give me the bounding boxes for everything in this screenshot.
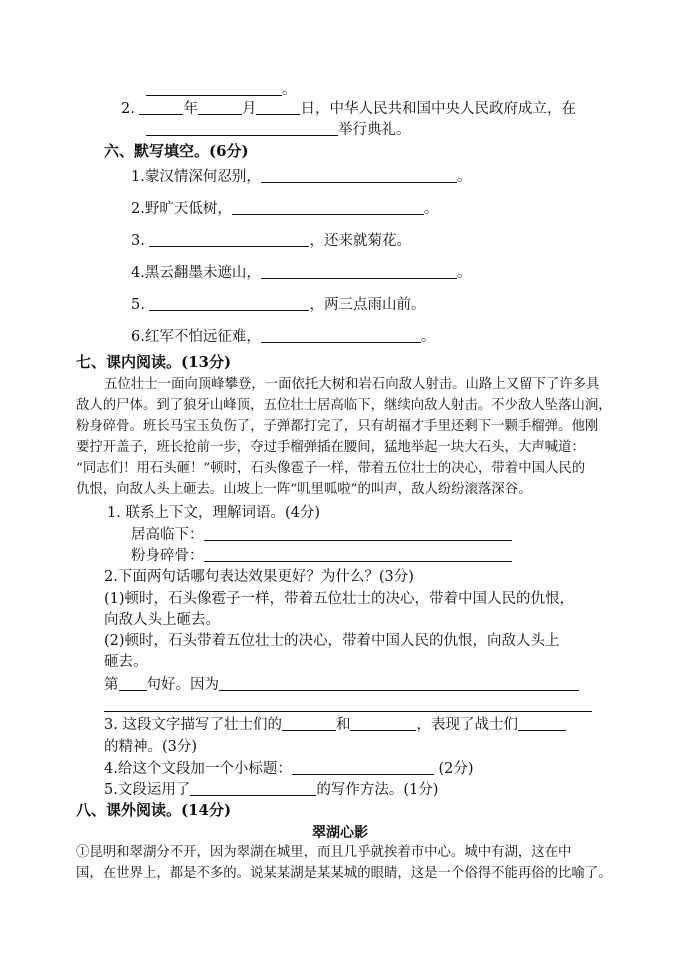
s7-q2-option1-cont: 向敌人头上砸去。 bbox=[104, 612, 220, 628]
s7-q2: 2.下面两句话哪句表达效果更好？为什么？(3分) bbox=[104, 569, 414, 585]
answer-blank[interactable] bbox=[232, 199, 424, 215]
answer-blank[interactable] bbox=[149, 295, 309, 311]
answer-blank[interactable] bbox=[149, 231, 309, 247]
passage-title: 翠湖心影 bbox=[312, 825, 368, 841]
passage-line: 国，在世界上，都是不多的。说某某湖是某某城的眼睛，这是一个俗得不能再俗的比喻了。 bbox=[76, 866, 612, 881]
s6-item-3: 3. ，还来就菊花。 bbox=[131, 233, 411, 249]
q5-item2-line2: 举行典礼。 bbox=[146, 120, 411, 140]
s7-q1-word1: 居高临下： bbox=[131, 525, 512, 545]
answer-blank[interactable] bbox=[219, 675, 579, 691]
s7-q2-answer-line2 bbox=[104, 696, 592, 716]
section6-heading: 六、默写填空。(6分) bbox=[104, 142, 249, 160]
section8-heading: 八、课外阅读。(14分) bbox=[76, 801, 232, 819]
answer-blank[interactable] bbox=[104, 696, 592, 712]
s7-q2-option2-cont: 砸去。 bbox=[104, 654, 148, 670]
answer-blank[interactable] bbox=[261, 167, 457, 183]
passage-line: 五位壮士一面向顶峰攀登，一面依托大树和岩石向敌人射击。山路上又留下了许多具 bbox=[104, 377, 600, 392]
passage-line: 要拧开盖子，班长抢前一步，夺过手榴弹插在腰间，猛地举起一块大石头，大声喊道： bbox=[76, 440, 585, 455]
passage-line: “同志们！用石头砸！”顿时，石头像雹子一样，带着五位壮士的决心，带着中国人民的 bbox=[76, 461, 586, 476]
answer-blank[interactable] bbox=[190, 780, 316, 796]
s7-q2-answer: 第 句好。因为 bbox=[104, 675, 579, 695]
month-blank[interactable] bbox=[198, 99, 242, 115]
day-blank[interactable] bbox=[256, 99, 300, 115]
answer-blank[interactable] bbox=[518, 715, 566, 731]
s7-q1-word2: 粉身碎骨： bbox=[131, 546, 512, 566]
passage-line: ①昆明和翠湖分不开，因为翠湖在城里，而且几乎就挨着市中心。城中有湖，这在中 bbox=[76, 845, 572, 860]
s6-item-1: 1.蒙汉情深何忍别， 。 bbox=[131, 169, 472, 185]
passage-line: 仇恨，向敌人头上砸去。山坡上一阵“叽里呱啦”的叫声，敌人纷纷滚落深谷。 bbox=[76, 482, 532, 497]
s7-q3: 3. 这段文字描写了壮士们的 和 ，表现了战士们 bbox=[104, 715, 566, 735]
year-blank[interactable] bbox=[139, 99, 183, 115]
section7-heading: 七、课内阅读。(13分) bbox=[76, 353, 232, 371]
answer-blank[interactable] bbox=[350, 715, 416, 731]
s7-q2-option1: (1)顿时，石头像雹子一样，带着五位壮士的决心，带着中国人民的仇恨， bbox=[104, 591, 575, 607]
s7-q4: 4.给这个文段加一个小标题： (2分) bbox=[104, 761, 474, 777]
s6-item-4: 4.黑云翻墨未遮山， 。 bbox=[131, 265, 472, 281]
s7-q5: 5.文段运用了 的写作方法。(1分) bbox=[104, 782, 439, 798]
s7-q1: 1. 联系上下文，理解词语。(4分) bbox=[107, 505, 320, 521]
s6-item-2: 2.野旷天低树， 。 bbox=[131, 201, 439, 217]
q5-item1-tail: 。 bbox=[146, 80, 297, 100]
s6-item-5: 5. ，两三点雨山前。 bbox=[131, 297, 426, 313]
place-blank[interactable] bbox=[146, 120, 338, 136]
s7-q3-cont: 的精神。(3分) bbox=[104, 739, 198, 755]
s7-q2-option2: (2)顿时，石头带着五位壮士的决心，带着中国人民的仇恨，向敌人头上 bbox=[104, 633, 560, 649]
answer-blank[interactable] bbox=[204, 525, 512, 541]
answer-blank[interactable] bbox=[146, 80, 282, 96]
answer-blank[interactable] bbox=[282, 715, 336, 731]
q5-item2-line1: 2. 年 月 日，中华人民共和国中央人民政府成立，在 bbox=[121, 101, 576, 117]
s6-item-6: 6.红军不怕远征难， 。 bbox=[131, 329, 436, 345]
answer-blank[interactable] bbox=[119, 675, 147, 691]
passage-line: 粉身碎骨。班长马宝玉负伤了，子弹都打完了，只有胡福才手里还剩下一颗手榴弹。他刚 bbox=[76, 419, 599, 434]
answer-blank[interactable] bbox=[261, 263, 457, 279]
answer-blank[interactable] bbox=[292, 759, 434, 775]
answer-blank[interactable] bbox=[261, 327, 421, 343]
passage-line: 敌人的尸体。到了狼牙山峰顶，五位壮士居高临下，继续向敌人射击。不少敌人坠落山涧， bbox=[76, 398, 612, 413]
answer-blank[interactable] bbox=[204, 546, 512, 562]
